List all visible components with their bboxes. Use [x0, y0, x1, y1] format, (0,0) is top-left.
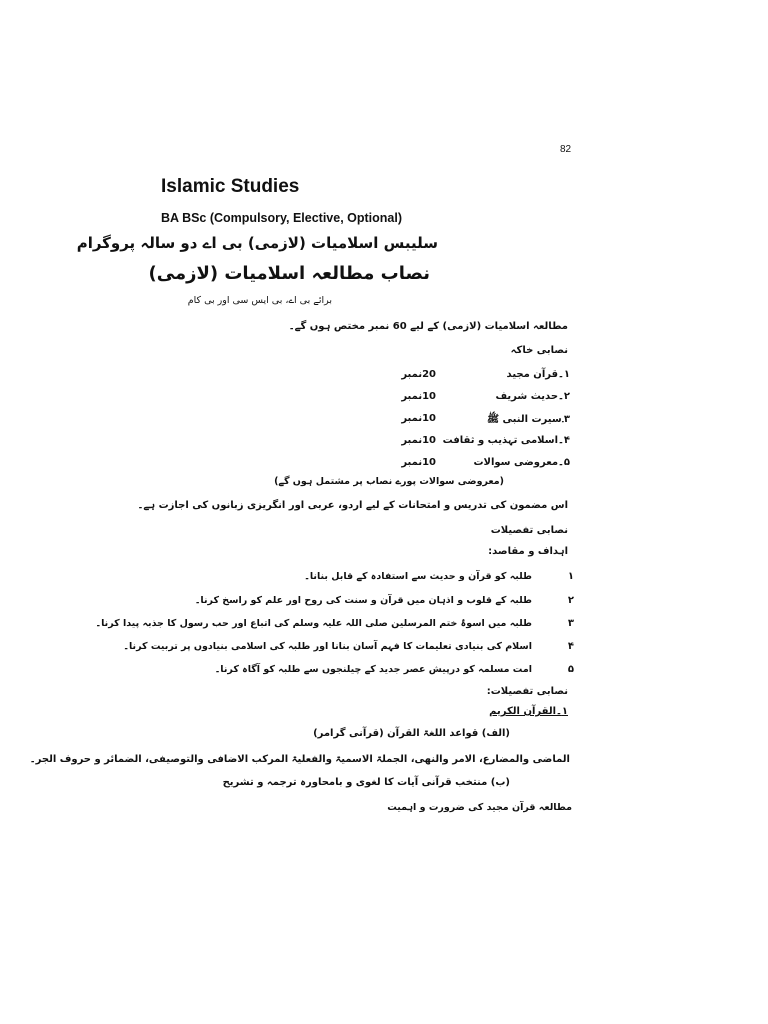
outline-item-marks: 10نمبر: [401, 435, 436, 446]
quran-heading: ۱۔القرآن الکریم: [489, 706, 568, 717]
outline-item-marks: 10نمبر: [401, 391, 436, 402]
objective-number: ۱: [567, 571, 574, 582]
objective-text: طلبہ کے قلوب و اذہان میں قرآن و سنت کی روح اور علم کو راسخ کرنا۔: [194, 595, 532, 606]
marks-intro-line: مطالعہ اسلامیات (لازمی) کے لیے 60 نمبر مختص ہوں گے۔: [288, 321, 568, 332]
objective-text: اسلام کی بنیادی تعلیمات کا فہم آسان بنانا اور طلبہ کی اسلامی بنیادوں پر تربیت کرنا۔: [123, 641, 532, 652]
objective-number: ۲: [567, 595, 574, 606]
objective-number: ۵: [567, 664, 574, 675]
outline-item-label: ۵۔معروضی سوالات: [473, 457, 570, 468]
outline-item-marks: 20نمبر: [401, 369, 436, 380]
outline-item-marks: 10نمبر: [401, 457, 436, 468]
page-title: Islamic Studies: [161, 176, 300, 197]
objective-text: طلبہ کو قرآن و حدیث سے استفادہ کے قابل بنانا۔: [304, 571, 532, 582]
language-permission-line: اس مضمون کی تدریس و امتحانات کے لیے اردو، عربی اور انگریزی زبانوں کی اجازت ہے۔: [137, 500, 568, 511]
selected-verses-line: (ب) منتخب قرآنی آیات کا لغوی و بامحاورہ ترجمہ و تشریح: [222, 777, 510, 788]
outline-item-marks: 10نمبر: [401, 413, 436, 424]
program-heading: سلیبس اسلامیات (لازمی) بی اے دو سالہ پروگرام: [76, 234, 438, 252]
page-subtitle: BA BSc (Compulsory, Elective, Optional): [161, 211, 403, 225]
outline-item-label: ۳۔سیرت النبی ﷺ: [487, 414, 570, 425]
course-heading: نصاب مطالعہ اسلامیات (لازمی): [148, 263, 430, 284]
page-number: 82: [560, 144, 572, 155]
outline-item-label: ۲۔حدیث شریف: [495, 391, 570, 402]
objective-text: طلبہ میں اسوۂ ختم المرسلین صلی اللہ علیہ وسلم کی اتباع اور حب رسول کا جذبہ پیدا کرنا۔: [95, 618, 532, 629]
study-quran-line: مطالعہ قرآن مجید کی ضرورت و اہمیت: [387, 802, 572, 813]
objective-number: ۴: [567, 641, 574, 652]
arabic-grammar-topics: الماضی والمضارع، الامر والنھی، الجملۃ الاسمیۃ والفعلیۃ المرکب الاضافی والتوصیفی، الضمائر و حروف الجر۔: [29, 754, 570, 765]
objectives-heading: اہداف و مقاصد:: [488, 546, 568, 557]
grammar-heading: (الف) قواعد اللغۃ القرآن (قرآنی گرامر): [313, 728, 510, 739]
outline-heading: نصابی خاکہ: [510, 345, 568, 356]
for-degrees-line: برائے بی اے، بی ایس سی اور بی کام: [187, 295, 332, 306]
outline-item-label: ۱۔قرآن مجید: [506, 369, 570, 380]
outline-item-label: ۴۔اسلامی تہذیب و ثقافت: [442, 435, 570, 446]
details-heading: نصابی تفصیلات: [490, 525, 568, 536]
details-heading-2: نصابی تفصیلات:: [486, 686, 568, 697]
objective-questions-note: (معروضی سوالات پورے نصاب پر مشتمل ہوں گے): [274, 476, 504, 487]
objective-number: ۳: [567, 618, 574, 629]
objective-text: امت مسلمہ کو درپیش عصر جدید کے چیلنجوں سے طلبہ کو آگاہ کرنا۔: [214, 664, 532, 675]
